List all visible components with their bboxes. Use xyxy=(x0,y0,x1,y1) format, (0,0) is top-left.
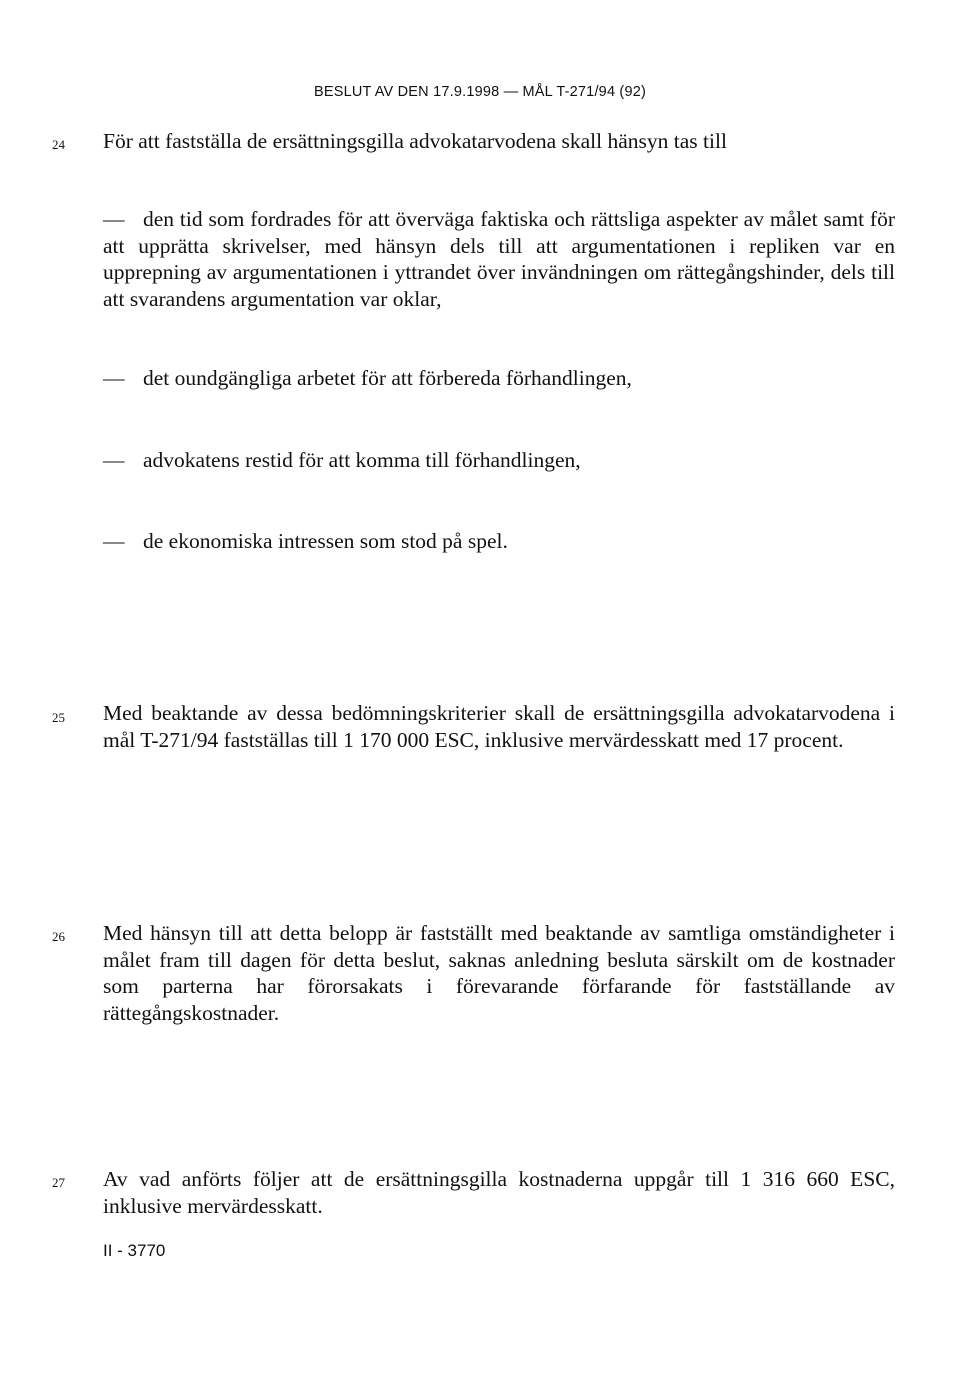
paragraph-number-26: 26 xyxy=(52,929,65,944)
running-header: BESLUT AV DEN 17.9.1998 — MÅL T-271/94 (92) xyxy=(313,84,647,100)
page-number: II - 3770 xyxy=(103,1241,166,1260)
dash-bullet: — xyxy=(103,207,125,231)
dash-bullet: — xyxy=(103,448,125,472)
paragraph-27-text: Av vad anförts följer att de ersättningsgilla kostnaderna uppgår till 1 316 660 ESC, inklusive mervärdesskatt. xyxy=(103,1167,895,1218)
paragraph-number-25: 25 xyxy=(52,710,65,725)
list-item-text: det oundgängliga arbetet för att förbereda förhandlingen, xyxy=(143,366,632,390)
paragraph-25-text: Med beaktande av dessa bedömningskriterier skall de ersättningsgilla advokatarvodena i mål T-271/94 fastställas till 1 170 000 ESC, inklusive mervärdesskatt med 17 procent. xyxy=(103,701,895,752)
dash-bullet: — xyxy=(103,366,125,390)
list-item xyxy=(103,206,895,312)
paragraph-number-27: 27 xyxy=(52,1175,65,1190)
paragraph-26-text: Med hänsyn till att detta belopp är fastställt med beaktande av samtliga omständigheter i målet fram till dagen för detta beslut, saknas anledning besluta särskilt om de kostnader som parterna har förorsakats i förevarande förfarande för fastställande av rättegångskostnader. xyxy=(103,921,895,1025)
paragraph-24-text: För att fastställa de ersättningsgilla advokatarvodena skall hänsyn tas till xyxy=(103,129,727,153)
list-item xyxy=(103,447,895,474)
list-item-text: den tid som fordrades för att överväga faktiska och rättsliga aspekter av målet samt för att upprätta skrivelser, med hänsyn dels till att argumentationen i repliken var en upprepning av argumentationen i yttrandet över invändningen om rättegångshinder, dels till att svarandens argumentation var oklar, xyxy=(103,207,895,311)
list-item-text: advokatens restid för att komma till förhandlingen, xyxy=(143,448,581,472)
dash-bullet: — xyxy=(103,529,125,553)
list-item xyxy=(103,365,895,392)
list-item xyxy=(103,528,895,555)
paragraph-number-24: 24 xyxy=(52,137,65,152)
list-item-text: de ekonomiska intressen som stod på spel. xyxy=(143,529,508,553)
